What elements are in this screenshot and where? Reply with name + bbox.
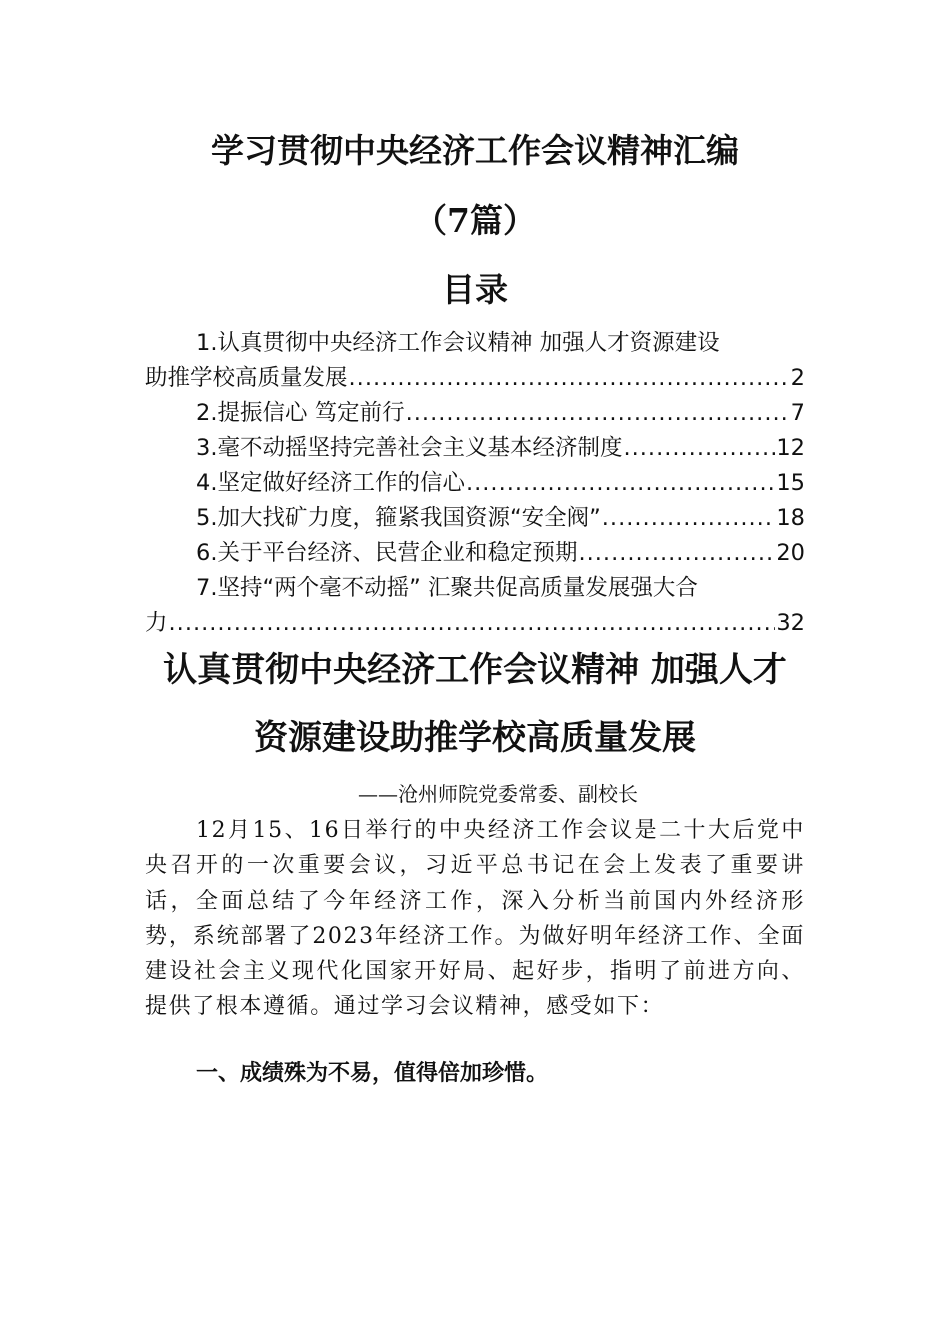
document-subtitle: （7篇） xyxy=(414,201,536,240)
table-of-contents xyxy=(145,326,805,641)
toc-dot-leader xyxy=(349,361,790,396)
toc-item-text: 3.毫不动摇坚持完善社会主义基本经济制度 xyxy=(196,435,623,461)
article-title-line-2: 资源建设助推学校高质量发展 xyxy=(254,718,696,758)
section-heading: 一、成绩殊为不易，值得倍加珍惜。 xyxy=(196,1061,549,1086)
toc-dot-leader xyxy=(623,431,775,466)
toc-item-5[interactable] xyxy=(145,501,805,536)
article-byline: ——沧州师院党委常委、副校长 xyxy=(358,782,638,806)
toc-item-text: 4.坚定做好经济工作的信心 xyxy=(196,470,465,496)
toc-item-text: 7.坚持“两个毫不动摇” 汇聚共促高质量发展强大合 xyxy=(196,575,698,601)
toc-page-number: 18 xyxy=(776,505,805,531)
toc-dot-leader xyxy=(466,466,775,501)
toc-item-2[interactable] xyxy=(145,396,805,431)
toc-page-number: 12 xyxy=(776,435,805,461)
toc-page-number: 20 xyxy=(776,540,805,566)
toc-item-text: 2.提振信心 笃定前行 xyxy=(196,400,405,426)
article-title-line-1: 认真贯彻中央经济工作会议精神 加强人才 xyxy=(163,650,787,690)
toc-page-number: 32 xyxy=(776,610,805,636)
toc-page-number: 7 xyxy=(790,400,805,426)
toc-item-text: 力 xyxy=(145,610,168,636)
toc-item-text: 5.加大找矿力度，箍紧我国资源“安全阀” xyxy=(196,505,601,531)
toc-page-number: 15 xyxy=(776,470,805,496)
toc-dot-leader xyxy=(602,501,776,536)
toc-item-text: 助推学校高质量发展 xyxy=(145,365,348,391)
toc-dot-leader xyxy=(406,396,790,431)
toc-item-text: 6.关于平台经济、民营企业和稳定预期 xyxy=(196,540,578,566)
toc-dot-leader xyxy=(169,606,776,641)
toc-item-text: 1.认真贯彻中央经济工作会议精神 加强人才资源建设 xyxy=(196,330,720,356)
toc-dot-leader xyxy=(578,536,775,571)
toc-item-7-line-1[interactable] xyxy=(145,571,805,606)
toc-page-number: 2 xyxy=(790,365,805,391)
document-title: 学习贯彻中央经济工作会议精神汇编 xyxy=(211,131,739,170)
article-paragraph: 12月15、16日举行的中央经济工作会议是二十大后党中央召开的一次重要会议，习近平总书记在会上发表了重要讲话，全面总结了今年经济工作，深入分析当前国内外经济形势，系统部署了2023年经济工作。为做好明年经济工作、全面建设社会主义现代化国家开好局、起好步，指明了前进方向、提供了根本遵循。通过学习会议精神，感受如下： xyxy=(145,818,805,1020)
toc-item-4[interactable] xyxy=(145,466,805,501)
toc-item-3[interactable] xyxy=(145,431,805,466)
toc-item-1-line-2[interactable] xyxy=(145,361,805,396)
toc-heading: 目录 xyxy=(442,270,508,309)
toc-item-7-line-2[interactable] xyxy=(145,606,805,641)
toc-item-6[interactable] xyxy=(145,536,805,571)
toc-item-1-line-1[interactable] xyxy=(145,326,805,361)
